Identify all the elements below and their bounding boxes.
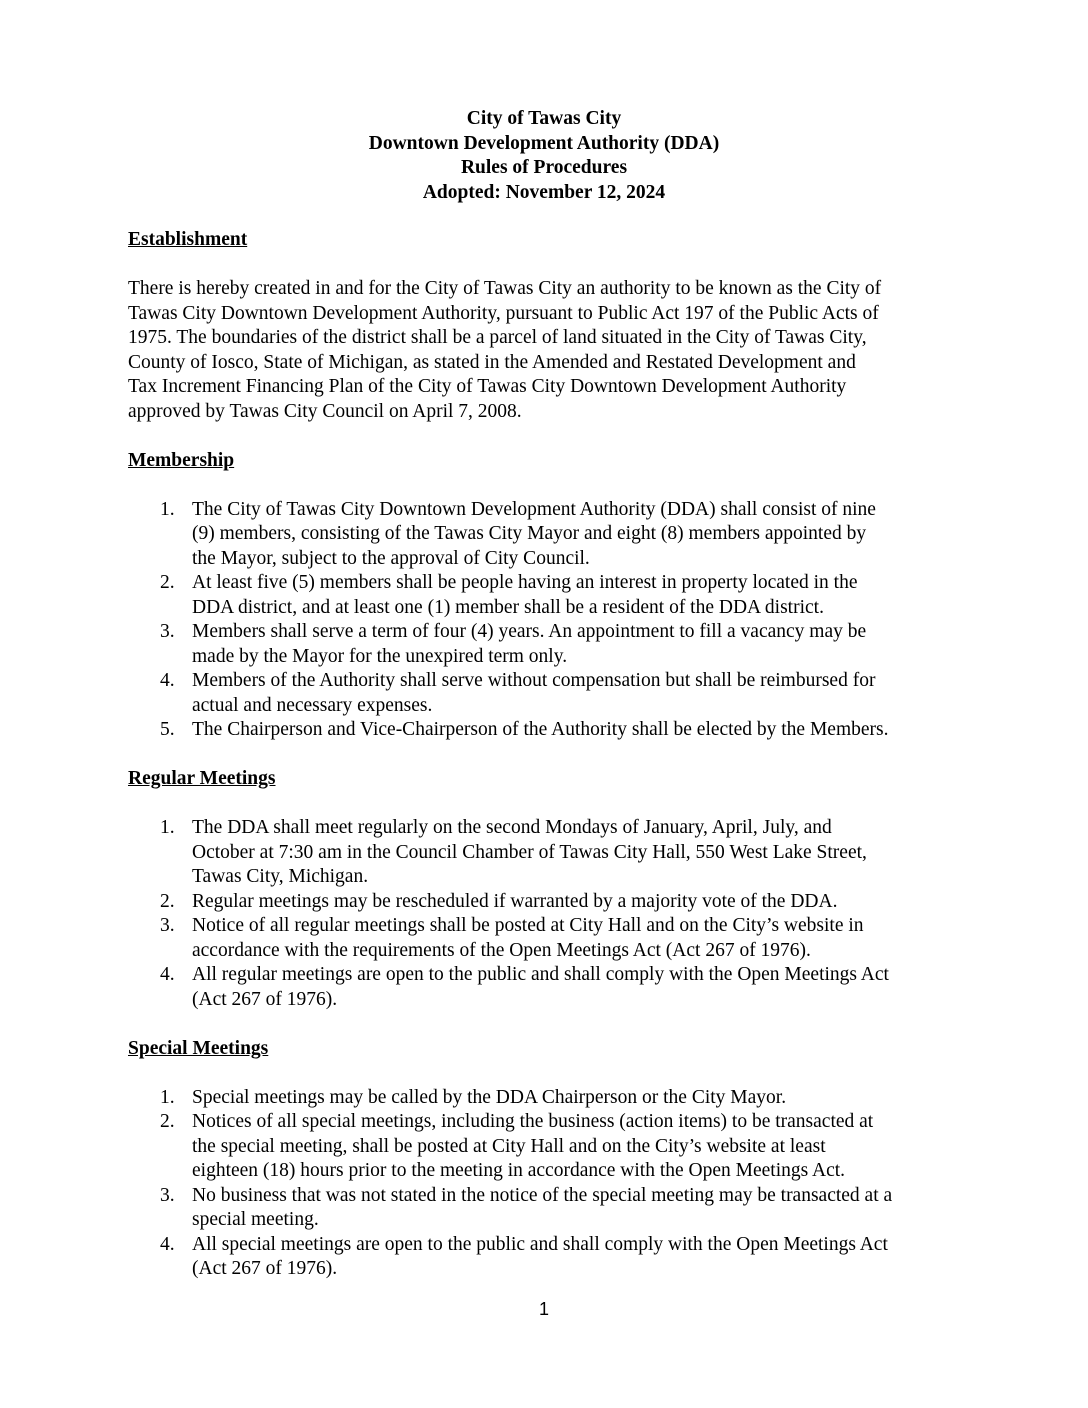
item-line: eighteen (18) hours prior to the meeting in accordance with the Open Meetings Act. — [192, 1160, 846, 1181]
establishment-paragraph — [128, 277, 968, 424]
paragraph-line: 1975. The boundaries of the district shall be a parcel of land situated in the City of Tawas City, — [128, 327, 867, 348]
item-line: The Chairperson and Vice-Chairperson of the Authority shall be elected by the Members. — [192, 719, 889, 740]
item-line: October at 7:30 am in the Council Chamber of Tawas City Hall, 550 West Lake Street, — [192, 841, 867, 863]
header-doc-title: Rules of Procedures — [460, 157, 628, 178]
list-item — [128, 963, 968, 1012]
list-item — [128, 1110, 968, 1184]
item-line: Regular meetings may be rescheduled if warranted by a majority vote of the DDA. — [192, 890, 838, 912]
paragraph-line: There is hereby created in and for the City of Tawas City an authority to be known as the City of — [128, 278, 882, 299]
list-item — [128, 890, 968, 915]
item-line: The City of Tawas City Downtown Development Authority (DDA) shall consist of nine — [192, 498, 876, 520]
item-number: 3. — [160, 1184, 175, 1206]
list-item — [128, 914, 968, 963]
item-line: The DDA shall meet regularly on the second Mondays of January, April, July, and — [192, 817, 832, 838]
paragraph-line: Tax Increment Financing Plan of the City of Tawas City Downtown Development Authority — [128, 376, 847, 397]
item-line: Members shall serve a term of four (4) years. An appointment to fill a vacancy may be — [192, 621, 867, 642]
item-number: 1. — [160, 498, 175, 520]
header-city: City of Tawas City — [466, 108, 622, 129]
item-line: Special meetings may be called by the DDA Chairperson or the City Mayor. — [192, 1086, 787, 1108]
section-regular-meetings — [128, 767, 968, 1012]
item-line: Tawas City, Michigan. — [192, 866, 369, 887]
item-line: (Act 267 of 1976). — [192, 1258, 338, 1279]
section-special-meetings — [128, 1037, 968, 1282]
list-item — [128, 1184, 968, 1233]
item-line: No business that was not stated in the notice of the special meeting may be transacted at a — [192, 1184, 893, 1206]
item-line: (Act 267 of 1976). — [192, 988, 338, 1010]
paragraph-line: approved by Tawas City Council on April 7, 2008. — [128, 400, 522, 422]
list-item — [128, 1086, 968, 1111]
item-line: Notices of all special meetings, including the business (action items) to be transacted at — [192, 1111, 874, 1132]
document-header — [0, 107, 1088, 205]
section-heading: Regular Meetings — [128, 768, 276, 789]
item-number: 3. — [160, 915, 175, 936]
section-heading: Special Meetings — [128, 1037, 269, 1059]
item-line: accordance with the requirements of the Open Meetings Act (Act 267 of 1976). — [192, 939, 811, 961]
item-number: 2. — [160, 572, 175, 593]
item-number: 2. — [160, 1111, 175, 1132]
item-line: At least five (5) members shall be people having an interest in property located in the — [192, 572, 858, 593]
item-number: 1. — [160, 817, 175, 838]
list-item — [128, 718, 968, 743]
item-line: the Mayor, subject to the approval of City Council. — [192, 547, 590, 569]
item-number: 3. — [160, 621, 175, 642]
special-meetings-list — [128, 1086, 968, 1282]
membership-list — [128, 498, 968, 743]
item-number: 4. — [160, 670, 175, 691]
item-line: Members of the Authority shall serve without compensation but shall be reimbursed for — [192, 670, 876, 691]
section-heading: Membership — [128, 449, 235, 471]
item-number: 1. — [160, 1086, 175, 1108]
item-line: All special meetings are open to the public and shall comply with the Open Meetings Act — [192, 1233, 888, 1255]
item-line: the special meeting, shall be posted at City Hall and on the City’s website at least — [192, 1135, 826, 1157]
item-line: actual and necessary expenses. — [192, 694, 433, 716]
section-heading: Establishment — [128, 229, 248, 250]
item-line: Notice of all regular meetings shall be posted at City Hall and on the City’s website in — [192, 915, 864, 936]
item-line: made by the Mayor for the unexpired term only. — [192, 645, 568, 667]
list-item — [128, 1233, 968, 1282]
paragraph-line: County of Iosco, State of Michigan, as stated in the Amended and Restated Development and — [128, 351, 856, 373]
list-item — [128, 620, 968, 669]
document-body — [128, 228, 968, 1282]
list-item — [128, 498, 968, 572]
list-item — [128, 669, 968, 718]
section-membership — [128, 449, 968, 743]
item-line: (9) members, consisting of the Tawas City Mayor and eight (8) members appointed by — [192, 523, 867, 544]
item-number: 2. — [160, 890, 175, 912]
item-number: 5. — [160, 719, 175, 740]
header-authority: Downtown Development Authority (DDA) — [368, 132, 720, 154]
regular-meetings-list — [128, 816, 968, 1012]
header-adopted-date: Adopted: November 12, 2024 — [422, 181, 666, 203]
item-number: 4. — [160, 964, 175, 985]
page-number: 1 — [538, 1299, 549, 1319]
paragraph-line: Tawas City Downtown Development Authority, pursuant to Public Act 197 of the Public Acts of — [128, 302, 879, 324]
item-number: 4. — [160, 1233, 175, 1255]
item-line: special meeting. — [192, 1209, 319, 1230]
item-line: All regular meetings are open to the public and shall comply with the Open Meetings Act — [192, 964, 889, 985]
section-establishment — [128, 228, 968, 424]
item-line: DDA district, and at least one (1) member shall be a resident of the DDA district. — [192, 596, 824, 618]
list-item — [128, 816, 968, 890]
list-item — [128, 571, 968, 620]
